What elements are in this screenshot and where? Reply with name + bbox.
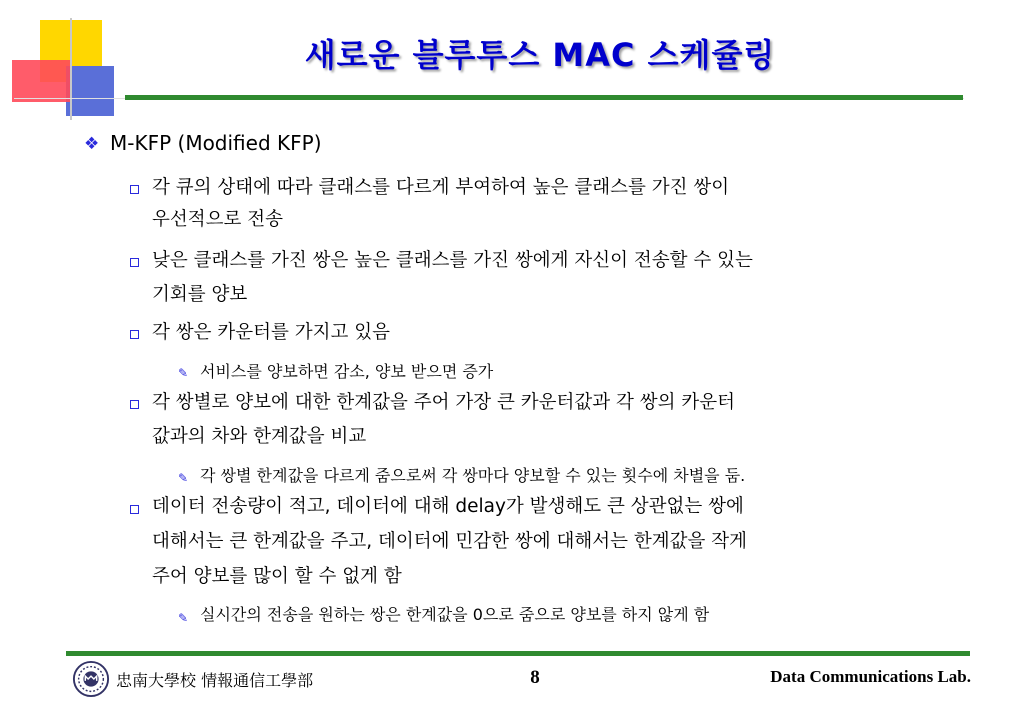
square-bullet-icon [130, 505, 139, 514]
bullet-line: 각 쌍은 카운터를 가지고 있음 [152, 322, 390, 343]
pen-bullet-icon: ✎ [178, 366, 189, 380]
sub-bullet-line: 서비스를 양보하면 감소, 양보 받으면 증가 [200, 362, 494, 381]
bullet-line: 기회를 양보 [152, 284, 248, 305]
bullet-line: 주어 양보를 많이 할 수 없게 함 [152, 566, 402, 587]
square-bullet-icon [130, 185, 139, 194]
bullet-line: 데이터 전송량이 적고, 데이터에 대해 delay가 발생해도 큰 상관없는 쌍에 [152, 496, 744, 517]
decor-vertical-line [70, 18, 72, 120]
bullet-line: 각 쌍별로 양보에 대한 한계값을 주어 가장 큰 카운터값과 각 쌍의 카운터 [152, 392, 735, 413]
sub-bullet-line: 실시간의 전송을 원하는 쌍은 한계값을 0으로 줌으로 양보를 하지 않게 함 [200, 605, 710, 624]
footer-rule [66, 651, 970, 656]
bullet-line: 우선적으로 전송 [152, 209, 283, 230]
footer-department: 忠南大學校 情報通信工學部 [116, 671, 314, 690]
page-number: 8 [530, 667, 540, 688]
title-rule [125, 95, 963, 100]
decor-blue-square [66, 66, 114, 116]
bullet-line: 낮은 클래스를 가진 쌍은 높은 클래스를 가진 쌍에게 자신이 전송할 수 있는 [152, 250, 753, 271]
university-logo-icon [72, 660, 110, 698]
square-bullet-icon [130, 400, 139, 409]
square-bullet-icon [130, 330, 139, 339]
bullet-line: 대해서는 큰 한계값을 주고, 데이터에 민감한 쌍에 대해서는 한계값을 작게 [152, 531, 747, 552]
sub-bullet-line: 각 쌍별 한계값을 다르게 줌으로써 각 쌍마다 양보할 수 있는 횟수에 차별을 둠. [200, 466, 746, 485]
decor-red-square [12, 60, 72, 102]
pen-bullet-icon: ✎ [178, 611, 189, 625]
bullet-line: 값과의 차와 한계값을 비교 [152, 426, 367, 447]
pen-bullet-icon: ✎ [178, 471, 189, 485]
square-bullet-icon [130, 258, 139, 267]
diamond-bullet-icon: ❖ [84, 134, 100, 154]
footer-lab-name: Data Communications Lab. [770, 667, 971, 686]
heading: M-KFP (Modified KFP) [110, 131, 322, 155]
slide-title: 새로운 블루투스 MAC 스케쥴링 [304, 36, 776, 74]
bullet-line: 각 큐의 상태에 따라 클래스를 다르게 부여하여 높은 클래스를 가진 쌍이 [152, 177, 730, 198]
